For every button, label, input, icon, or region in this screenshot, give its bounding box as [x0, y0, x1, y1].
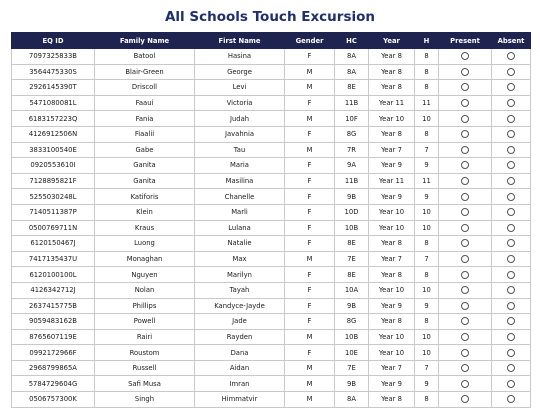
cell-present	[439, 251, 492, 267]
cell-hc: 11B	[335, 173, 369, 189]
cell-gender: M	[285, 392, 335, 408]
cell-family-name: Driscoll	[95, 80, 195, 96]
table-row	[12, 95, 531, 111]
column-header-hc: HC	[335, 33, 369, 49]
cell-present	[439, 220, 492, 236]
cell-year: Year 8	[369, 126, 415, 142]
cell-eq-id: 8765607119E	[12, 329, 95, 345]
cell-eq-id: 5784729604G	[12, 376, 95, 392]
cell-hc: 8E	[335, 236, 369, 252]
cell-h: 9	[415, 298, 439, 314]
cell-present	[439, 95, 492, 111]
cell-hc: 8E	[335, 267, 369, 283]
cell-h: 8	[415, 64, 439, 80]
cell-present	[439, 142, 492, 158]
cell-absent	[492, 376, 531, 392]
cell-year: Year 11	[369, 95, 415, 111]
cell-h: 7	[415, 360, 439, 376]
cell-eq-id: 5471080081L	[12, 95, 95, 111]
cell-year: Year 9	[369, 298, 415, 314]
cell-gender: M	[285, 142, 335, 158]
cell-hc: 7E	[335, 251, 369, 267]
cell-eq-id: 4126342712J	[12, 282, 95, 298]
cell-present	[439, 298, 492, 314]
cell-eq-id: 2926145390T	[12, 80, 95, 96]
cell-gender: F	[285, 126, 335, 142]
cell-hc: 7E	[335, 360, 369, 376]
cell-hc: 10D	[335, 204, 369, 220]
present-radio[interactable]	[461, 193, 469, 201]
cell-year: Year 8	[369, 392, 415, 408]
cell-family-name: Phillips	[95, 298, 195, 314]
cell-absent	[492, 251, 531, 267]
cell-hc: 7R	[335, 142, 369, 158]
cell-first-name: Tau	[195, 142, 285, 158]
absent-radio[interactable]	[507, 52, 515, 60]
cell-year: Year 8	[369, 64, 415, 80]
cell-eq-id: 0506757300K	[12, 392, 95, 408]
table-row	[12, 173, 531, 189]
cell-family-name: Roustom	[95, 345, 195, 361]
present-radio[interactable]	[461, 99, 469, 107]
cell-hc: 9B	[335, 189, 369, 205]
absent-radio[interactable]	[507, 83, 515, 91]
absent-radio[interactable]	[507, 115, 515, 123]
cell-gender: F	[285, 314, 335, 330]
cell-year: Year 10	[369, 282, 415, 298]
absent-radio[interactable]	[507, 333, 515, 341]
present-radio[interactable]	[461, 161, 469, 169]
cell-h: 10	[415, 329, 439, 345]
absent-radio[interactable]	[507, 193, 515, 201]
column-header-absent: Absent	[492, 33, 531, 49]
table-row	[12, 220, 531, 236]
cell-h: 10	[415, 204, 439, 220]
cell-hc: 8E	[335, 80, 369, 96]
absent-radio[interactable]	[507, 177, 515, 185]
cell-present	[439, 345, 492, 361]
cell-first-name: Marli	[195, 204, 285, 220]
cell-present	[439, 360, 492, 376]
cell-hc: 10A	[335, 282, 369, 298]
table-row	[12, 189, 531, 205]
excursion-roll-table	[11, 32, 531, 408]
cell-eq-id: 6120150467J	[12, 236, 95, 252]
cell-present	[439, 236, 492, 252]
cell-hc: 8G	[335, 314, 369, 330]
cell-present	[439, 49, 492, 65]
cell-gender: F	[285, 158, 335, 174]
present-radio[interactable]	[461, 333, 469, 341]
cell-family-name: Gabe	[95, 142, 195, 158]
table-row	[12, 251, 531, 267]
cell-gender: F	[285, 236, 335, 252]
table-header-row	[12, 33, 531, 49]
cell-year: Year 8	[369, 314, 415, 330]
absent-radio[interactable]	[507, 364, 515, 372]
cell-first-name: Victoria	[195, 95, 285, 111]
cell-year: Year 7	[369, 360, 415, 376]
table-row	[12, 376, 531, 392]
present-radio[interactable]	[461, 115, 469, 123]
cell-present	[439, 80, 492, 96]
cell-absent	[492, 64, 531, 80]
cell-eq-id: 3564475330S	[12, 64, 95, 80]
cell-family-name: Safi Musa	[95, 376, 195, 392]
column-header-family-name: Family Name	[95, 33, 195, 49]
present-radio[interactable]	[461, 271, 469, 279]
cell-eq-id: 3833100540E	[12, 142, 95, 158]
cell-gender: F	[285, 173, 335, 189]
cell-year: Year 10	[369, 111, 415, 127]
cell-family-name: Singh	[95, 392, 195, 408]
cell-hc: 8A	[335, 49, 369, 65]
cell-first-name: Max	[195, 251, 285, 267]
cell-h: 8	[415, 267, 439, 283]
cell-year: Year 8	[369, 49, 415, 65]
cell-year: Year 10	[369, 329, 415, 345]
cell-gender: M	[285, 360, 335, 376]
cell-eq-id: 7128895821F	[12, 173, 95, 189]
table-row	[12, 64, 531, 80]
present-radio[interactable]	[461, 239, 469, 247]
table-row	[12, 111, 531, 127]
cell-first-name: Aidan	[195, 360, 285, 376]
cell-h: 10	[415, 345, 439, 361]
cell-absent	[492, 282, 531, 298]
absent-radio[interactable]	[507, 255, 515, 263]
cell-family-name: Monaghan	[95, 251, 195, 267]
cell-first-name: Himmatvir	[195, 392, 285, 408]
present-radio[interactable]	[461, 83, 469, 91]
absent-radio[interactable]	[507, 395, 515, 403]
present-radio[interactable]	[461, 130, 469, 138]
cell-gender: F	[285, 267, 335, 283]
cell-gender: M	[285, 329, 335, 345]
cell-first-name: Rayden	[195, 329, 285, 345]
table-row	[12, 142, 531, 158]
table-row	[12, 282, 531, 298]
cell-present	[439, 204, 492, 220]
cell-year: Year 9	[369, 189, 415, 205]
absent-radio[interactable]	[507, 302, 515, 310]
cell-eq-id: 2968799865A	[12, 360, 95, 376]
present-radio[interactable]	[461, 380, 469, 388]
cell-absent	[492, 95, 531, 111]
cell-absent	[492, 329, 531, 345]
cell-absent	[492, 189, 531, 205]
column-header-h: H	[415, 33, 439, 49]
absent-radio[interactable]	[507, 271, 515, 279]
cell-absent	[492, 173, 531, 189]
cell-eq-id: 0992172966F	[12, 345, 95, 361]
cell-hc: 10B	[335, 329, 369, 345]
table-row	[12, 267, 531, 283]
column-header-present: Present	[439, 33, 492, 49]
cell-eq-id: 5255030248L	[12, 189, 95, 205]
absent-radio[interactable]	[507, 317, 515, 325]
cell-gender: F	[285, 189, 335, 205]
cell-eq-id: 6120100100L	[12, 267, 95, 283]
present-radio[interactable]	[461, 255, 469, 263]
present-radio[interactable]	[461, 286, 469, 294]
absent-radio[interactable]	[507, 286, 515, 294]
cell-gender: F	[285, 298, 335, 314]
cell-hc: 9A	[335, 158, 369, 174]
cell-present	[439, 282, 492, 298]
table-row	[12, 126, 531, 142]
table-body	[12, 49, 531, 408]
cell-absent	[492, 236, 531, 252]
column-header-gender: Gender	[285, 33, 335, 49]
cell-first-name: Dana	[195, 345, 285, 361]
cell-year: Year 7	[369, 142, 415, 158]
cell-h: 7	[415, 251, 439, 267]
cell-absent	[492, 142, 531, 158]
present-radio[interactable]	[461, 317, 469, 325]
absent-radio[interactable]	[507, 349, 515, 357]
cell-h: 11	[415, 95, 439, 111]
cell-gender: F	[285, 282, 335, 298]
cell-absent	[492, 298, 531, 314]
cell-family-name: Nguyen	[95, 267, 195, 283]
cell-absent	[492, 126, 531, 142]
table-row	[12, 80, 531, 96]
cell-year: Year 8	[369, 80, 415, 96]
column-header-eq-id: EQ ID	[12, 33, 95, 49]
cell-eq-id: 2637415775B	[12, 298, 95, 314]
absent-radio[interactable]	[507, 380, 515, 388]
cell-h: 11	[415, 173, 439, 189]
cell-absent	[492, 204, 531, 220]
present-radio[interactable]	[461, 208, 469, 216]
cell-first-name: Javahnia	[195, 126, 285, 142]
absent-radio[interactable]	[507, 239, 515, 247]
absent-radio[interactable]	[507, 161, 515, 169]
cell-family-name: Fania	[95, 111, 195, 127]
cell-gender: F	[285, 220, 335, 236]
cell-hc: 11B	[335, 95, 369, 111]
present-radio[interactable]	[461, 364, 469, 372]
cell-absent	[492, 220, 531, 236]
cell-gender: F	[285, 49, 335, 65]
cell-h: 8	[415, 126, 439, 142]
cell-first-name: Levi	[195, 80, 285, 96]
cell-family-name: Blair-Green	[95, 64, 195, 80]
cell-absent	[492, 345, 531, 361]
table-row	[12, 329, 531, 345]
cell-h: 9	[415, 189, 439, 205]
cell-hc: 9B	[335, 298, 369, 314]
cell-absent	[492, 49, 531, 65]
cell-present	[439, 376, 492, 392]
cell-first-name: Jade	[195, 314, 285, 330]
table-row	[12, 49, 531, 65]
column-header-first-name: First Name	[195, 33, 285, 49]
cell-h: 7	[415, 142, 439, 158]
cell-hc: 8A	[335, 392, 369, 408]
cell-family-name: Ganita	[95, 158, 195, 174]
cell-family-name: Rairi	[95, 329, 195, 345]
cell-eq-id: 0500769711N	[12, 220, 95, 236]
absent-radio[interactable]	[507, 146, 515, 154]
cell-present	[439, 64, 492, 80]
cell-h: 10	[415, 220, 439, 236]
cell-family-name: Ganita	[95, 173, 195, 189]
cell-present	[439, 126, 492, 142]
cell-gender: F	[285, 95, 335, 111]
cell-year: Year 9	[369, 376, 415, 392]
cell-eq-id: 9059483162B	[12, 314, 95, 330]
cell-first-name: Tayah	[195, 282, 285, 298]
cell-gender: M	[285, 80, 335, 96]
cell-absent	[492, 80, 531, 96]
cell-year: Year 9	[369, 158, 415, 174]
cell-hc: 9B	[335, 376, 369, 392]
cell-present	[439, 329, 492, 345]
cell-first-name: Kandyce-Jayde	[195, 298, 285, 314]
cell-present	[439, 314, 492, 330]
present-radio[interactable]	[461, 52, 469, 60]
cell-present	[439, 267, 492, 283]
absent-radio[interactable]	[507, 99, 515, 107]
cell-gender: M	[285, 251, 335, 267]
cell-first-name: Marilyn	[195, 267, 285, 283]
cell-absent	[492, 111, 531, 127]
cell-present	[439, 111, 492, 127]
cell-first-name: Masilina	[195, 173, 285, 189]
cell-family-name: Kraus	[95, 220, 195, 236]
cell-family-name: Russell	[95, 360, 195, 376]
table-row	[12, 314, 531, 330]
cell-eq-id: 0920553610I	[12, 158, 95, 174]
cell-year: Year 11	[369, 173, 415, 189]
cell-first-name: Natalie	[195, 236, 285, 252]
absent-radio[interactable]	[507, 208, 515, 216]
cell-year: Year 8	[369, 236, 415, 252]
cell-h: 8	[415, 80, 439, 96]
cell-family-name: Batool	[95, 49, 195, 65]
present-radio[interactable]	[461, 395, 469, 403]
cell-h: 10	[415, 111, 439, 127]
cell-gender: F	[285, 204, 335, 220]
present-radio[interactable]	[461, 349, 469, 357]
cell-h: 10	[415, 282, 439, 298]
present-radio[interactable]	[461, 224, 469, 232]
table-row	[12, 204, 531, 220]
cell-absent	[492, 360, 531, 376]
table-row	[12, 158, 531, 174]
cell-year: Year 10	[369, 345, 415, 361]
table-row	[12, 236, 531, 252]
cell-absent	[492, 267, 531, 283]
cell-gender: M	[285, 376, 335, 392]
cell-absent	[492, 314, 531, 330]
cell-eq-id: 7417135437U	[12, 251, 95, 267]
present-radio[interactable]	[461, 177, 469, 185]
cell-family-name: Faaui	[95, 95, 195, 111]
cell-eq-id: 6183157223Q	[12, 111, 95, 127]
cell-eq-id: 7140511387P	[12, 204, 95, 220]
cell-year: Year 8	[369, 267, 415, 283]
cell-first-name: Maria	[195, 158, 285, 174]
cell-family-name: Luong	[95, 236, 195, 252]
absent-radio[interactable]	[507, 224, 515, 232]
present-radio[interactable]	[461, 302, 469, 310]
cell-hc: 10B	[335, 220, 369, 236]
cell-gender: F	[285, 345, 335, 361]
cell-family-name: Fiaalii	[95, 126, 195, 142]
cell-absent	[492, 158, 531, 174]
cell-eq-id: 4126912506N	[12, 126, 95, 142]
absent-radio[interactable]	[507, 68, 515, 76]
cell-year: Year 10	[369, 220, 415, 236]
cell-family-name: Klein	[95, 204, 195, 220]
cell-present	[439, 189, 492, 205]
cell-present	[439, 173, 492, 189]
cell-h: 9	[415, 376, 439, 392]
cell-hc: 10F	[335, 111, 369, 127]
table-row	[12, 360, 531, 376]
cell-year: Year 7	[369, 251, 415, 267]
cell-first-name: Lulana	[195, 220, 285, 236]
present-radio[interactable]	[461, 68, 469, 76]
cell-gender: M	[285, 111, 335, 127]
cell-family-name: Powell	[95, 314, 195, 330]
cell-first-name: George	[195, 64, 285, 80]
cell-hc: 8G	[335, 126, 369, 142]
cell-first-name: Hasina	[195, 49, 285, 65]
cell-h: 9	[415, 158, 439, 174]
cell-year: Year 10	[369, 204, 415, 220]
cell-hc: 8A	[335, 64, 369, 80]
cell-h: 8	[415, 49, 439, 65]
cell-eq-id: 7097325833B	[12, 49, 95, 65]
cell-gender: M	[285, 64, 335, 80]
absent-radio[interactable]	[507, 130, 515, 138]
table-row	[12, 298, 531, 314]
column-header-year: Year	[369, 33, 415, 49]
cell-first-name: Imran	[195, 376, 285, 392]
present-radio[interactable]	[461, 146, 469, 154]
cell-first-name: Chanelle	[195, 189, 285, 205]
cell-h: 8	[415, 392, 439, 408]
cell-h: 8	[415, 314, 439, 330]
cell-h: 8	[415, 236, 439, 252]
page-title: All Schools Touch Excursion	[164, 9, 375, 25]
cell-present	[439, 158, 492, 174]
cell-hc: 10E	[335, 345, 369, 361]
cell-family-name: Katiforis	[95, 189, 195, 205]
cell-first-name: Judah	[195, 111, 285, 127]
cell-family-name: Nolan	[95, 282, 195, 298]
table-row	[12, 345, 531, 361]
